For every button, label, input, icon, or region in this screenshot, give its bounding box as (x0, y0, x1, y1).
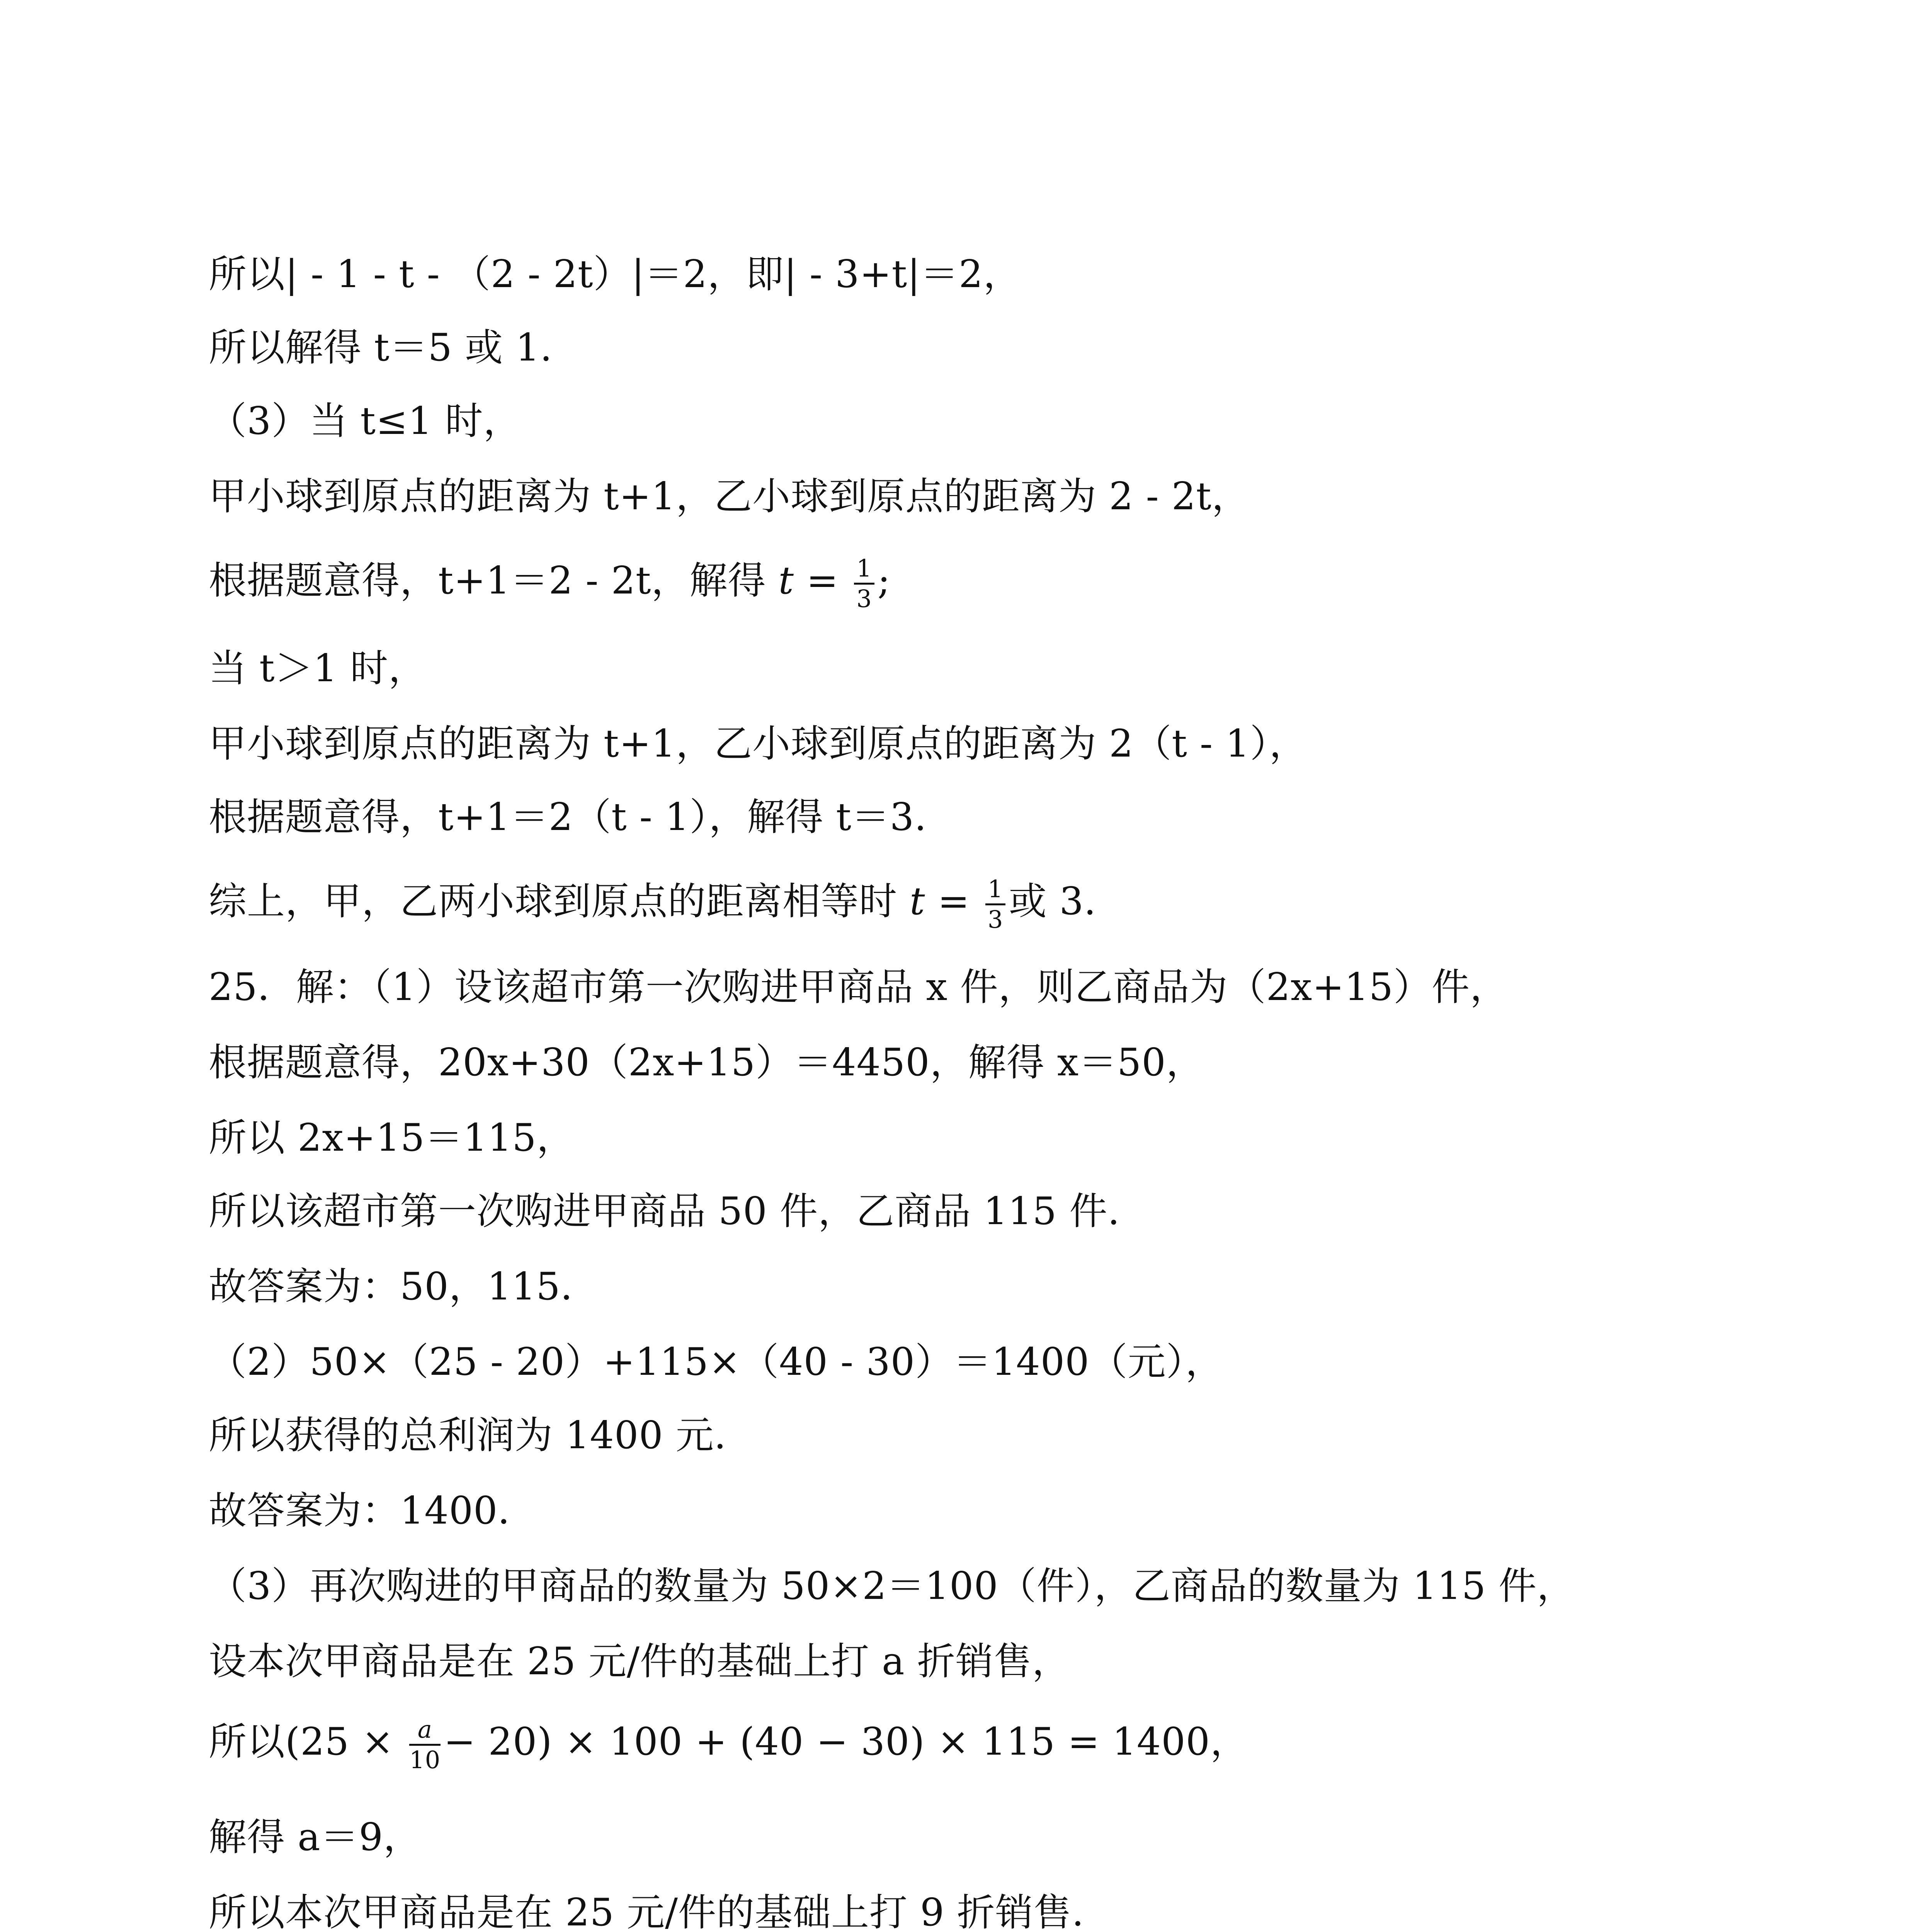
text-line-12: 所以 2x+15＝115， (209, 1116, 575, 1160)
text-line-3: （3）当 t≤1 时， (209, 399, 522, 443)
text-segment: 根据题意得，t+1＝2 - 2t，解得 (209, 559, 766, 603)
text-line-7: 甲小球到原点的距离为 t+1，乙小球到原点的距离为 2（t - 1）， (209, 722, 1308, 766)
fraction-denominator: 10 (409, 1746, 441, 1774)
text-line-14: 故答案为：50，115． (209, 1265, 599, 1309)
text-line-8: 根据题意得，t+1＝2（t - 1），解得 t＝3. (209, 795, 927, 839)
text-line-2: 所以解得 t＝5 或 1. (209, 326, 553, 370)
fraction (854, 556, 874, 611)
fraction-denominator: 3 (987, 905, 1004, 934)
text-line-1: 所以| - 1 - t - （2 - 2t）|＝2，即| - 3+t|＝2， (209, 252, 1022, 296)
text-line-10: 25．解：（1）设该超市第一次购进甲商品 x 件，则乙商品为（2x+15）件， (209, 965, 1509, 1009)
fraction (409, 1715, 441, 1774)
text-line-18: （3）再次购进的甲商品的数量为 50×2＝100（件），乙商品的数量为 115 件， (209, 1564, 1575, 1608)
text-line-5 (209, 556, 891, 611)
text-segment: 所以(25 × (209, 1720, 394, 1764)
text-line-20 (209, 1715, 1249, 1774)
text-line-17: 故答案为：1400． (209, 1489, 536, 1533)
text-segment: 综上，甲，乙两小球到原点的距离相等时 (209, 879, 898, 923)
fraction-numerator: a (409, 1718, 441, 1746)
text-line-21: 解得 a＝9， (209, 1815, 422, 1859)
text-line-13: 所以该超市第一次购进甲商品 50 件，乙商品 115 件. (209, 1189, 1120, 1233)
fraction-denominator: 3 (856, 585, 872, 613)
text-line-16: 所以获得的总利润为 1400 元. (209, 1413, 726, 1458)
text-line-11: 根据题意得，20x+30（2x+15）＝4450，解得 x＝50， (209, 1041, 1204, 1085)
fraction-numerator: 1 (985, 877, 1005, 905)
text-segment: − 20) × 100 + (40 − 30) × 115 = 1400， (444, 1720, 1249, 1764)
math-variable: t = (778, 559, 839, 603)
fraction-numerator: 1 (854, 556, 874, 585)
math-variable: t = (910, 879, 970, 923)
text-line-19: 设本次甲商品是在 25 元/件的基础上打 a 折销售， (209, 1639, 1070, 1684)
text-line-4: 甲小球到原点的距离为 t+1，乙小球到原点的距离为 2 - 2t， (209, 474, 1250, 519)
text-line-9 (209, 877, 1096, 932)
text-line-15: （2）50×（25 - 20）+115×（40 - 30）＝1400（元）， (209, 1340, 1224, 1384)
fraction (985, 877, 1005, 932)
text-line-6: 当 t＞1 时， (209, 646, 427, 690)
text-segment: 或 3. (1009, 879, 1097, 923)
text-line-22: 所以本次甲商品是在 25 元/件的基础上打 9 折销售. (209, 1891, 1084, 1932)
text-segment: ; (877, 559, 891, 603)
